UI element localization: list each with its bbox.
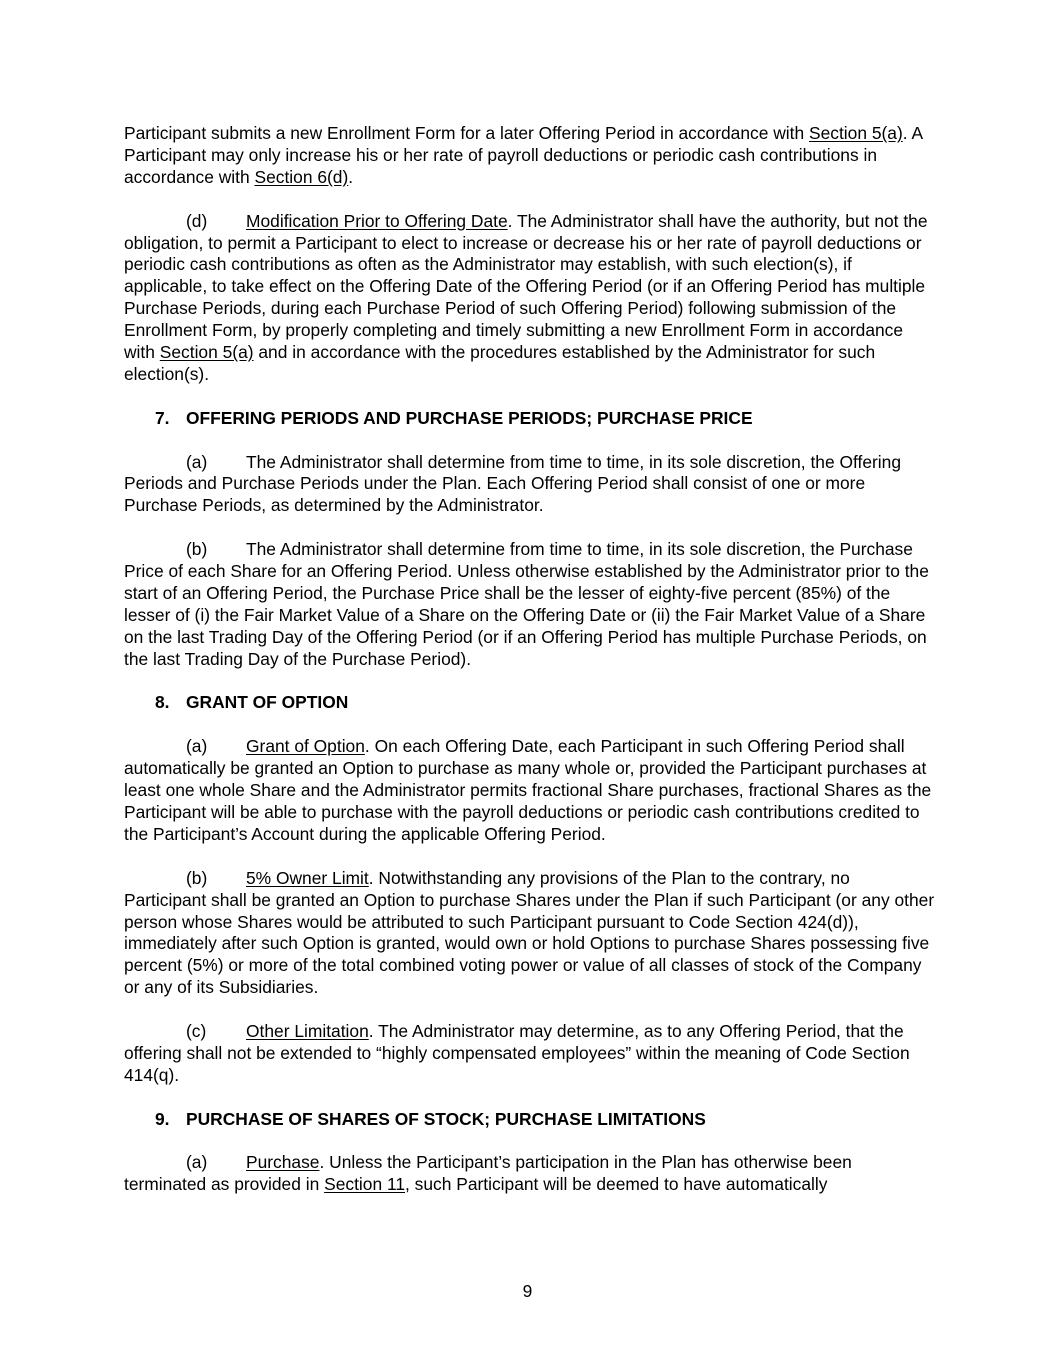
section-title: PURCHASE OF SHARES OF STOCK; PURCHASE LIMITATIONS [186, 1108, 706, 1129]
clause-title: Grant of Option [246, 736, 365, 757]
clause-title: 5% Owner Limit [246, 867, 369, 888]
text-run: . On each Offering Date, each Participant in such Offering Period shall automatically be granted an Option to purchase as many whole or, provided the Participant purchases at least one whole Share and the Administrator permits fractional Share purchases, fractional Shares as the Participant will be able to purchase with the payroll deductions or periodic cash contributions credited to the Participant’s Account during the applicable Offering Period. [124, 736, 932, 844]
section-heading-9 [124, 1109, 936, 1131]
paragraph-8c [124, 1021, 936, 1087]
paragraph-9a [124, 1152, 936, 1196]
document-body [124, 123, 936, 1218]
clause-label: (d) [186, 210, 208, 231]
text-run: . Unless the Participant’s participation in the Plan has otherwise been terminated as provided in [124, 1152, 852, 1195]
text-run: Participant submits a new Enrollment Form for a later Offering Period in accordance with [124, 123, 809, 143]
section-title: OFFERING PERIODS AND PURCHASE PERIODS; PURCHASE PRICE [186, 407, 753, 428]
clause-title: Purchase [246, 1152, 320, 1173]
text-run: . A Participant may only increase his or her rate of payroll deductions or periodic cash contributions in accordance with [124, 123, 923, 187]
clause-label: (b) [186, 867, 208, 888]
paragraph-7b [124, 539, 936, 670]
clause-label: (c) [186, 1021, 207, 1042]
section-number: 9. [155, 1108, 170, 1129]
section-number: 8. [155, 692, 170, 713]
paragraph-6d-modification [124, 211, 936, 386]
page-number: 9 [522, 1281, 533, 1301]
text-run: . The Administrator may determine, as to any Offering Period, that the offering shall not be extended to “highly compensated employees” within the meaning of Code Section 414(q). [124, 1021, 910, 1085]
cross-reference-section-11: Section 11 [324, 1174, 405, 1195]
text-run: The Administrator shall determine from time to time, in its sole discretion, the Offering Periods and Purchase Periods under the Plan. Each Offering Period shall consist of one or more Purchase Periods, as determined by the Administrator. [124, 451, 901, 516]
paragraph-8b [124, 868, 936, 999]
text-run: The Administrator shall determine from time to time, in its sole discretion, the Purchase Price of each Share for an Offering Period. Unless otherwise established by the Administrator prior to the start of an Offering Period, the Purchase Price shall be the lesser of eighty-five percent (85%) of the lesser of (i) the Fair Market Value of a Share on the Offering Date or (ii) the Fair Market Value of a Share on the last Trading Day of the Offering Period (or if an Offering Period has multiple Purchase Periods, on the last Trading Day of the Purchase Period). [124, 539, 929, 669]
text-run: , such Participant will be deemed to have automatically [405, 1174, 828, 1195]
clause-title: Other Limitation [246, 1021, 369, 1042]
paragraph-8a [124, 736, 936, 846]
text-run: . Notwithstanding any provisions of the Plan to the contrary, no Participant shall be granted an Option to purchase Shares under the Plan if such Participant (or any other person whose Shares would be attributed to such Participant pursuant to Code Section 424(d)), immediately after such Option is granted, would own or hold Options to purchase Shares possessing five percent (5%) or more of the total combined voting power or value of all classes of stock of the Company or any of its Subsidiaries. [124, 867, 935, 998]
text-run: . The Administrator shall have the authority, but not the obligation, to permit a Participant to elect to increase or decrease his or her rate of payroll deductions or periodic cash contributions as often as the Administrator may establish, with such election(s), if applicable, to take effect on the Offering Date of the Offering Period (or if an Offering Period has multiple Purchase Periods, during each Purchase Period of such Offering Period) following submission of the Enrollment Form, by properly completing and timely submitting a new Enrollment Form in accordance with [124, 210, 928, 363]
text-run: and in accordance with the procedures established by the Administrator for such election(s). [124, 342, 876, 384]
clause-label: (a) [186, 451, 208, 472]
section-heading-8 [124, 692, 936, 714]
clause-title: Modification Prior to Offering Date [246, 210, 508, 231]
cross-reference-section-6d: Section 6(d) [254, 166, 349, 187]
section-title: GRANT OF OPTION [186, 692, 349, 713]
section-number: 7. [155, 407, 170, 428]
clause-label: (b) [186, 539, 208, 560]
clause-label: (a) [186, 736, 208, 757]
paragraph-7a [124, 452, 936, 518]
cross-reference-section-5a: Section 5(a) [808, 123, 903, 143]
cross-reference-section-5a: Section 5(a) [159, 342, 254, 363]
clause-label: (a) [186, 1152, 208, 1173]
text-run: . [348, 166, 354, 187]
paragraph-continuation [124, 123, 936, 189]
section-heading-7 [124, 408, 936, 430]
